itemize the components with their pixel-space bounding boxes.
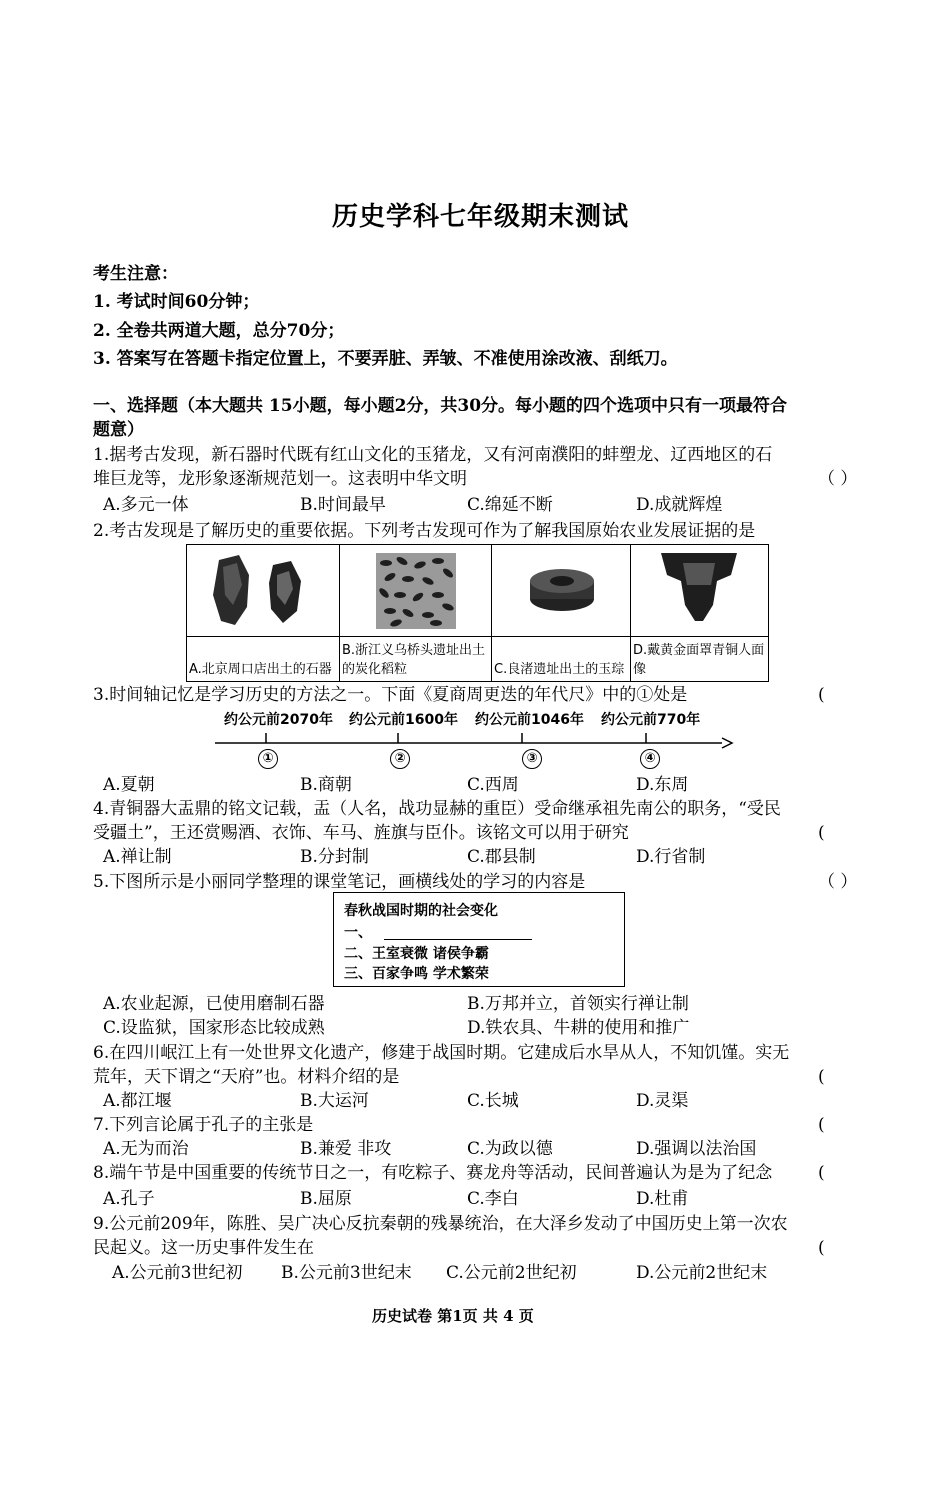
- answer-paren: (: [818, 823, 825, 843]
- notes-line-3: 三、百家争鸣 学术繁荣: [344, 966, 489, 982]
- option-b: B.商朝: [300, 775, 352, 795]
- option-a: A.夏朝: [103, 775, 155, 795]
- answer-paren: (: [818, 1163, 825, 1183]
- question-5-stem: 5.下图所示是小丽同学整理的课堂笔记，画横线处的学习的内容是: [93, 872, 586, 892]
- answer-paren: （ ）: [818, 469, 858, 489]
- option-c: C.长城: [467, 1091, 519, 1111]
- option-b: B.万邦并立，首领实行禅让制: [467, 994, 689, 1014]
- timeline-marker-2: ②: [390, 749, 410, 769]
- option-d: D.成就辉煌: [636, 495, 723, 515]
- answer-paren: (: [818, 685, 825, 705]
- question-1-line2: 堆巨龙等，龙形象逐渐规范划一。这表明中华文明: [93, 469, 467, 489]
- option-d: D.东周: [636, 775, 689, 795]
- section-heading-cont: 题意）: [93, 420, 144, 440]
- notes-line-2: 二、王室衰微 诸侯争霸: [344, 946, 489, 962]
- option-c: C.李白: [467, 1189, 519, 1209]
- option-a: A.公元前3世纪初: [112, 1263, 243, 1283]
- artifact-cell-d: [631, 545, 768, 681]
- question-4-line1: 4.青铜器大盂鼎的铭文记载，盂（人名，战功显赫的重臣）受命继承祖先南公的职务，“受民: [93, 799, 781, 819]
- option-d: D.杜甫: [636, 1189, 689, 1209]
- caption-c: C.良渚遗址出土的玉琮: [494, 662, 625, 677]
- option-c: C.西周: [467, 775, 519, 795]
- option-a: A.农业起源，已使用磨制石器: [103, 994, 325, 1014]
- option-d: D.公元前2世纪末: [636, 1263, 768, 1283]
- timeline-axis: [0, 730, 951, 770]
- question-6-line2: 荒年，天下谓之“天府”也。材料介绍的是: [93, 1067, 400, 1087]
- blank-line: [384, 939, 532, 940]
- question-6-line1: 6.在四川岷江上有一处世界文化遗产，修建于战国时期。它建成后水旱从人，不知饥馑。实无: [93, 1043, 790, 1063]
- notice-item: 2. 全卷共两道大题，总分70分；: [93, 321, 345, 341]
- timeline-marker-3: ③: [522, 749, 542, 769]
- notes-line-1: 一、: [344, 925, 372, 941]
- question-8-stem: 8.端午节是中国重要的传统节日之一，有吃粽子、赛龙舟等活动，民间普遍认为是为了纪念: [93, 1163, 773, 1183]
- page-title: 历史学科七年级期末测试: [332, 202, 630, 232]
- option-b: B.大运河: [300, 1091, 369, 1111]
- option-d: D.灵渠: [636, 1091, 689, 1111]
- option-a: A.多元一体: [103, 495, 189, 515]
- caption-d: D.戴黄金面罩青铜人面像: [633, 643, 765, 677]
- section-heading: 一、选择题（本大题共 15小题，每小题2分，共30分。每小题的四个选项中只有一项最符合: [93, 396, 788, 416]
- option-d: D.行省制: [636, 847, 706, 867]
- page-footer: 历史试卷 第1页 共 4 页: [372, 1307, 534, 1325]
- option-d: D.铁农具、牛耕的使用和推广: [467, 1018, 690, 1038]
- question-7-stem: 7.下列言论属于孔子的主张是: [93, 1115, 314, 1135]
- notice-item: 1. 考试时间60分钟；: [93, 292, 260, 312]
- option-c: C.为政以德: [467, 1139, 553, 1159]
- caption-a: A.北京周口店出土的石器: [189, 662, 332, 677]
- answer-paren: （ ）: [818, 872, 858, 892]
- question-9-line1: 9.公元前209年，陈胜、吴广决心反抗秦朝的残暴统治，在大泽乡发动了中国历史上第一次农: [93, 1214, 788, 1234]
- option-b: B.兼爱 非攻: [300, 1139, 392, 1159]
- option-d: D.强调以法治国: [636, 1139, 757, 1159]
- option-c: C.设监狱，国家形态比较成熟: [103, 1018, 325, 1038]
- caption-b: B.浙江义乌桥头遗址出土的炭化稻粒: [342, 643, 486, 677]
- timeline-label: 约公元前770年: [601, 712, 701, 728]
- timeline-label: 约公元前2070年: [224, 712, 333, 728]
- answer-paren: (: [818, 1238, 825, 1258]
- question-3-stem: 3.时间轴记忆是学习历史的方法之一。下面《夏商周更迭的年代尺》中的①处是: [93, 685, 688, 705]
- notice-item: 3. 答案写在答题卡指定位置上，不要弄脏、弄皱、不准使用涂改液、刮纸刀。: [93, 349, 678, 369]
- option-b: B.时间最早: [300, 495, 386, 515]
- option-a: A.无为而治: [103, 1139, 189, 1159]
- option-a: A.孔子: [103, 1189, 155, 1209]
- artifact-image-table: [186, 544, 769, 682]
- option-c: C.郡县制: [467, 847, 536, 867]
- question-9-line2: 民起义。这一历史事件发生在: [93, 1238, 314, 1258]
- question-1-line1: 1.据考古发现，新石器时代既有红山文化的玉猪龙，又有河南濮阳的蚌塑龙、辽西地区的石: [93, 445, 773, 465]
- artifact-cell-c: [492, 545, 631, 681]
- notes-title: 春秋战国时期的社会变化: [344, 903, 498, 919]
- notice-heading: 考生注意：: [93, 264, 178, 284]
- bronze-mask-image: [631, 545, 767, 635]
- option-a: A.都江堰: [103, 1091, 172, 1111]
- timeline-marker-1: ①: [258, 749, 278, 769]
- option-b: B.屈原: [300, 1189, 352, 1209]
- carbonized-rice-image: [340, 545, 490, 635]
- timeline-label: 约公元前1600年: [349, 712, 458, 728]
- option-b: B.分封制: [300, 847, 369, 867]
- stone-tool-image: [187, 545, 337, 635]
- option-c: C.公元前2世纪初: [446, 1263, 577, 1283]
- question-2-stem: 2.考古发现是了解历史的重要依据。下列考古发现可作为了解我国原始农业发展证据的是: [93, 521, 756, 541]
- option-b: B.公元前3世纪末: [281, 1263, 412, 1283]
- answer-paren: (: [818, 1067, 825, 1087]
- timeline-label: 约公元前1046年: [475, 712, 584, 728]
- artifact-cell-a: [187, 545, 340, 681]
- class-notes-box: [333, 892, 625, 987]
- option-a: A.禅让制: [103, 847, 172, 867]
- artifact-cell-b: [340, 545, 492, 681]
- jade-cong-image: [492, 545, 630, 635]
- answer-paren: (: [818, 1115, 825, 1135]
- timeline-marker-4: ④: [640, 749, 660, 769]
- question-4-line2: 受疆土”，王还赏赐酒、衣饰、车马、旌旗与臣仆。该铭文可以用于研究: [93, 823, 629, 843]
- option-c: C.绵延不断: [467, 495, 553, 515]
